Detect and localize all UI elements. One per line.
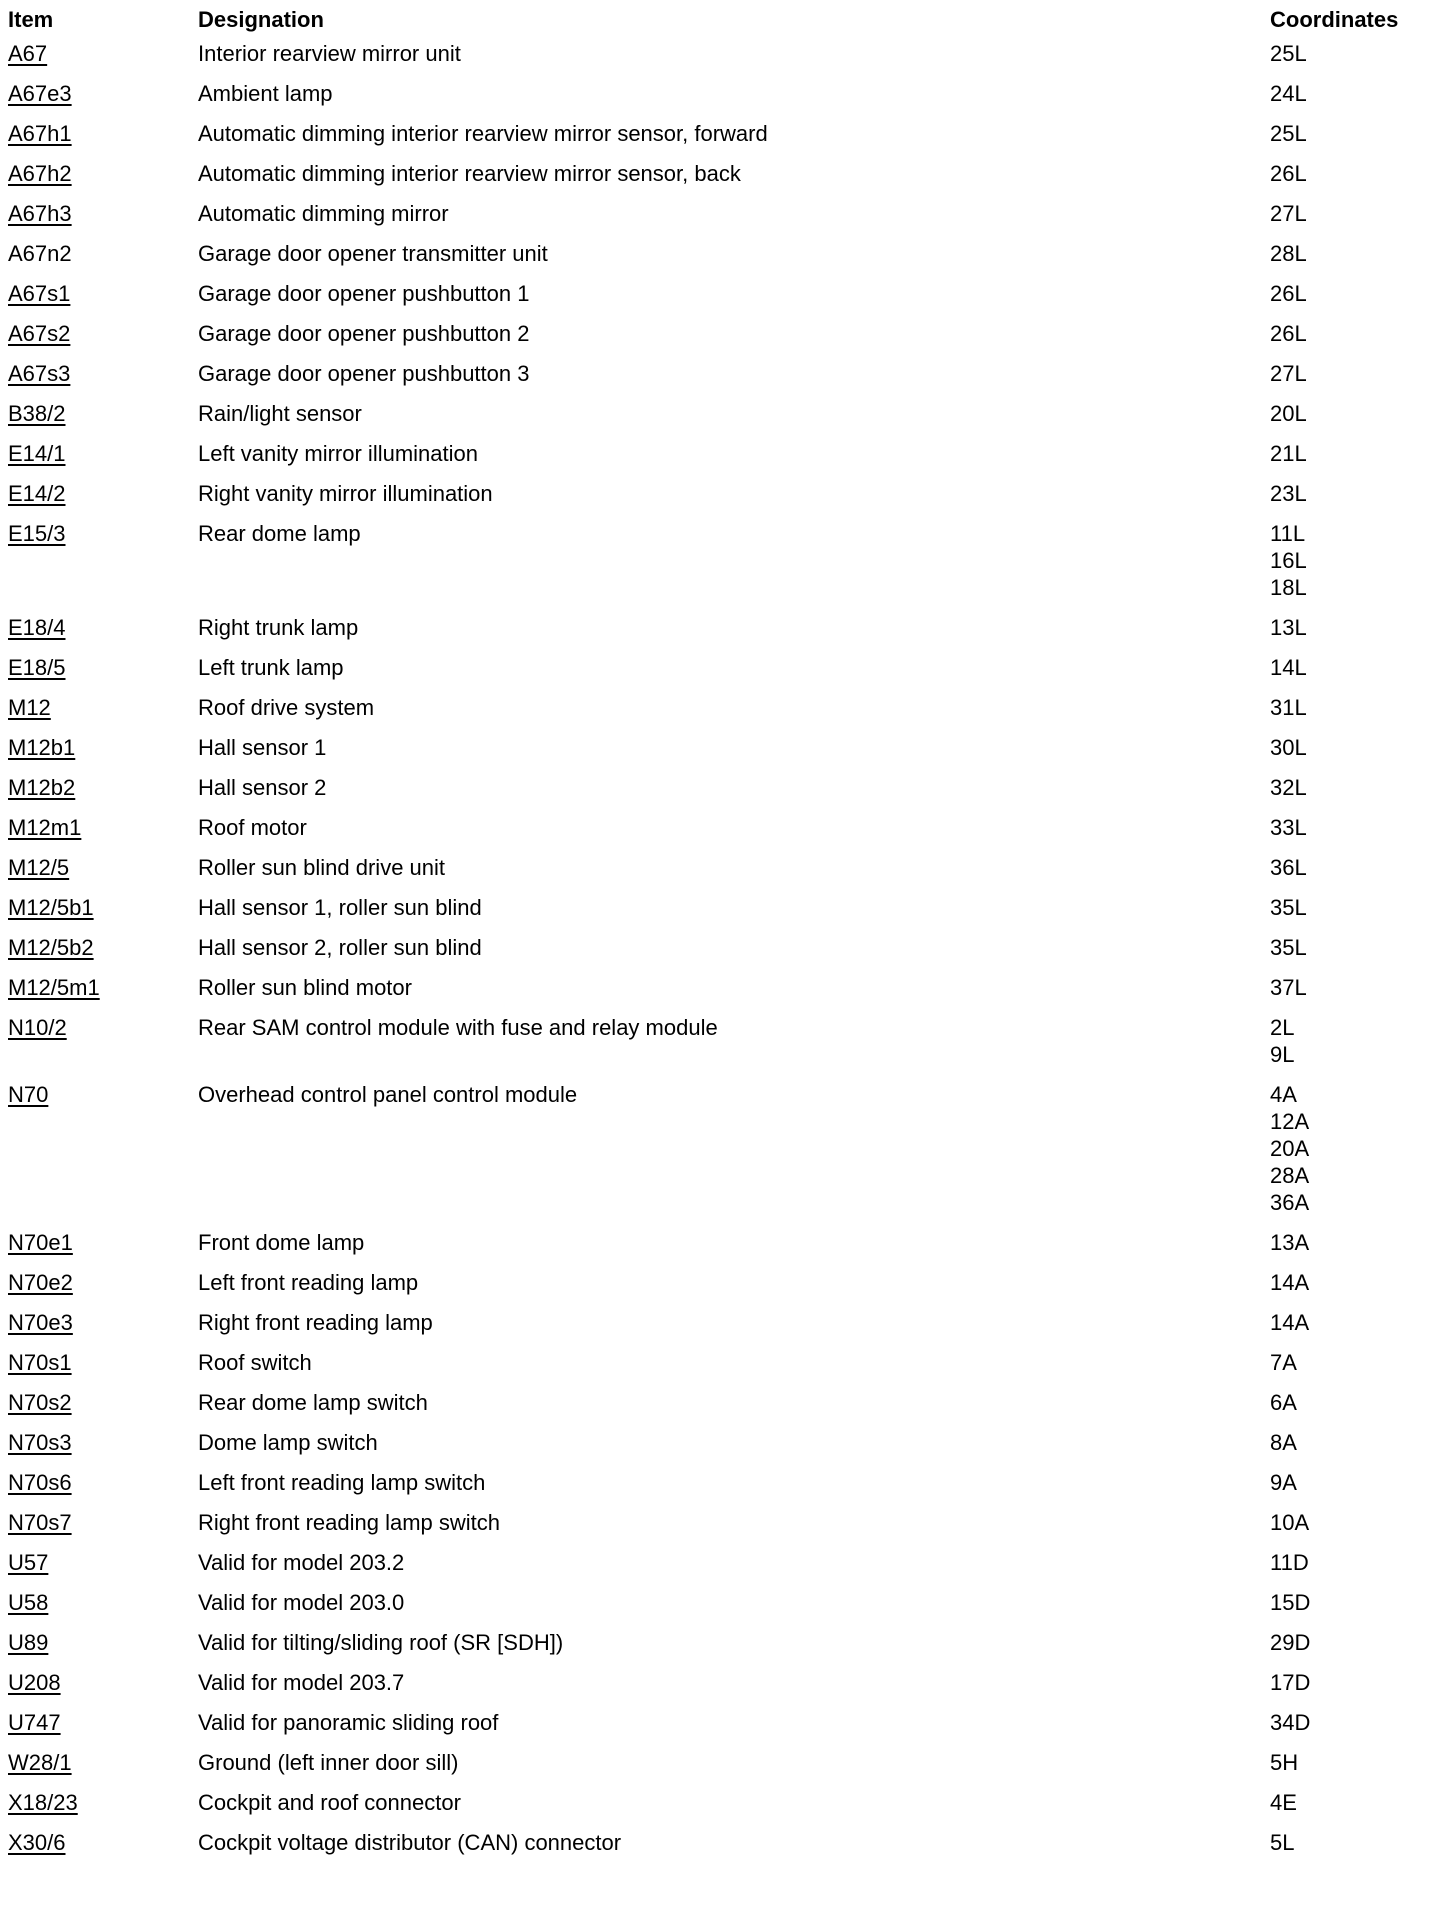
item-link[interactable]: U89: [8, 1630, 49, 1655]
coordinate-value: 26L: [1270, 161, 1307, 186]
coordinate-value: 28A: [1270, 1163, 1310, 1188]
coordinates-cell: [1270, 1743, 1440, 1783]
table-row: [0, 1008, 1440, 1075]
designation-cell: Rain/light sensor: [198, 401, 362, 426]
coordinates-cell: [1270, 768, 1440, 808]
designation-cell: Right front reading lamp: [198, 1310, 433, 1335]
coordinate-value: 36A: [1270, 1190, 1310, 1215]
item-cell: [0, 1463, 198, 1503]
table-row: [0, 354, 1440, 394]
header-row: [0, 0, 1440, 40]
table-row: [0, 728, 1440, 768]
coordinates-cell: [1270, 1503, 1440, 1543]
item-link[interactable]: M12b2: [8, 775, 76, 800]
designation-cell: Garage door opener pushbutton 2: [198, 321, 530, 346]
item-link[interactable]: N10/2: [8, 1015, 67, 1040]
table-row: [0, 1463, 1440, 1503]
item-cell: [0, 314, 198, 354]
item-link[interactable]: A67h3: [8, 201, 72, 226]
header-designation: Designation: [198, 7, 324, 32]
coordinates-cell: [1270, 74, 1440, 114]
coordinates-cell: [1270, 1008, 1440, 1075]
coordinate-value: 12A: [1270, 1109, 1310, 1134]
item-cell: [0, 1223, 198, 1263]
item-link[interactable]: M12: [8, 695, 51, 720]
coordinate-value: 7A: [1270, 1350, 1297, 1375]
designation-cell: Automatic dimming interior rearview mirror sensor, back: [198, 161, 741, 186]
table-row: [0, 1075, 1440, 1223]
coordinate-value: 18L: [1270, 575, 1307, 600]
designation-cell: Valid for model 203.2: [198, 1550, 405, 1575]
item-cell: [0, 1008, 198, 1075]
designation-cell: Roller sun blind drive unit: [198, 855, 446, 880]
item-cell: [0, 1623, 198, 1663]
item-cell: [0, 1303, 198, 1343]
item-link[interactable]: E18/4: [8, 615, 66, 640]
designation-cell: Garage door opener pushbutton 1: [198, 281, 530, 306]
table-row: [0, 1343, 1440, 1383]
item-cell: [0, 1703, 198, 1743]
coordinates-cell: [1270, 354, 1440, 394]
item-cell: [0, 648, 198, 688]
coordinate-value: 13L: [1270, 615, 1307, 640]
coordinate-value: 16L: [1270, 548, 1307, 573]
coordinates-cell: [1270, 234, 1440, 274]
designation-cell: Rear dome lamp: [198, 521, 361, 546]
coordinate-value: 15D: [1270, 1590, 1311, 1615]
coordinate-value: 5L: [1270, 1830, 1295, 1855]
coordinate-value: 20L: [1270, 401, 1307, 426]
table-row: [0, 1783, 1440, 1823]
table-row: [0, 768, 1440, 808]
designation-cell: Ground (left inner door sill): [198, 1750, 459, 1775]
designation-cell: Rear dome lamp switch: [198, 1390, 428, 1415]
item-cell: [0, 768, 198, 808]
coordinate-value: 24L: [1270, 81, 1307, 106]
item-cell: [0, 1583, 198, 1623]
coordinate-value: 27L: [1270, 361, 1307, 386]
item-cell: [0, 928, 198, 968]
coordinate-value: 6A: [1270, 1390, 1297, 1415]
table-row: [0, 608, 1440, 648]
coordinates-cell: [1270, 1463, 1440, 1503]
designation-cell: Roller sun blind motor: [198, 975, 412, 1000]
item-link[interactable]: M12/5: [8, 855, 70, 880]
table-row: [0, 1503, 1440, 1543]
coordinate-value: 14A: [1270, 1310, 1310, 1335]
coordinate-value: 9L: [1270, 1042, 1295, 1067]
coordinates-cell: [1270, 1543, 1440, 1583]
table-row: [0, 154, 1440, 194]
coordinate-value: 11D: [1270, 1550, 1309, 1575]
designation-cell: Hall sensor 2, roller sun blind: [198, 935, 482, 960]
designation-cell: Garage door opener pushbutton 3: [198, 361, 530, 386]
designation-cell: Roof motor: [198, 815, 307, 840]
coordinates-cell: [1270, 688, 1440, 728]
table-row: [0, 1423, 1440, 1463]
item-link[interactable]: W28/1: [8, 1750, 72, 1775]
item-cell: [0, 1503, 198, 1543]
coordinates-cell: [1270, 1303, 1440, 1343]
coordinate-value: 4A: [1270, 1082, 1297, 1107]
item-link[interactable]: A67h2: [8, 161, 72, 186]
table-row: [0, 194, 1440, 234]
designation-cell: Front dome lamp: [198, 1230, 365, 1255]
coordinates-cell: [1270, 1383, 1440, 1423]
table-row: [0, 1703, 1440, 1743]
item-cell: [0, 1263, 198, 1303]
item-link[interactable]: B38/2: [8, 401, 66, 426]
coordinate-value: 26L: [1270, 281, 1307, 306]
designation-cell: Valid for model 203.7: [198, 1670, 405, 1695]
item-link[interactable]: E14/1: [8, 441, 66, 466]
coordinate-value: 27L: [1270, 201, 1307, 226]
item-cell: [0, 274, 198, 314]
coordinates-cell: [1270, 1423, 1440, 1463]
coordinate-value: 13A: [1270, 1230, 1310, 1255]
item-link[interactable]: U57: [8, 1550, 49, 1575]
table-row: [0, 1823, 1440, 1863]
table-row: [0, 848, 1440, 888]
coordinates-cell: [1270, 728, 1440, 768]
item-link[interactable]: A67s3: [8, 361, 71, 386]
item-cell: [0, 1423, 198, 1463]
designation-cell: Right vanity mirror illumination: [198, 481, 493, 506]
designation-cell: Left vanity mirror illumination: [198, 441, 478, 466]
coordinates-cell: [1270, 808, 1440, 848]
table-row: [0, 1743, 1440, 1783]
coordinate-value: 17D: [1270, 1670, 1311, 1695]
coordinate-value: 10A: [1270, 1510, 1310, 1535]
item-link[interactable]: M12m1: [8, 815, 82, 840]
designation-cell: Left trunk lamp: [198, 655, 344, 680]
item-cell: [0, 968, 198, 1008]
designation-cell: Rear SAM control module with fuse and relay module: [198, 1015, 718, 1040]
coordinates-cell: [1270, 968, 1440, 1008]
coordinate-value: 8A: [1270, 1430, 1297, 1455]
item-link[interactable]: E15/3: [8, 521, 66, 546]
designation-cell: Right trunk lamp: [198, 615, 359, 640]
item-cell: [0, 1343, 198, 1383]
item-cell: [0, 1823, 198, 1863]
coordinate-value: 37L: [1270, 975, 1307, 1000]
designation-cell: Roof drive system: [198, 695, 375, 720]
table-row: [0, 274, 1440, 314]
table-row: [0, 514, 1440, 608]
item-link[interactable]: N70: [8, 1082, 49, 1107]
item-link[interactable]: A67h1: [8, 121, 72, 146]
item-link[interactable]: N70s6: [8, 1470, 72, 1495]
coordinates-cell: [1270, 154, 1440, 194]
item-cell: [0, 1743, 198, 1783]
designation-cell: Automatic dimming interior rearview mirror sensor, forward: [198, 121, 768, 146]
coordinates-cell: [1270, 1663, 1440, 1703]
item-link[interactable]: M12/5m1: [8, 975, 100, 1000]
coordinates-cell: [1270, 1263, 1440, 1303]
coordinates-cell: [1270, 1583, 1440, 1623]
coordinates-cell: [1270, 1223, 1440, 1263]
item-link[interactable]: A67s2: [8, 321, 71, 346]
coordinates-cell: [1270, 434, 1440, 474]
coordinates-cell: [1270, 194, 1440, 234]
designation-cell: Automatic dimming mirror: [198, 201, 449, 226]
table-row: [0, 434, 1440, 474]
designation-cell: Hall sensor 1: [198, 735, 327, 760]
item-cell: [0, 194, 198, 234]
item-link[interactable]: E14/2: [8, 481, 66, 506]
table-row: [0, 1383, 1440, 1423]
coordinate-value: 33L: [1270, 815, 1307, 840]
coordinates-cell: [1270, 848, 1440, 888]
table-row: [0, 1223, 1440, 1263]
coordinate-value: 2L: [1270, 1015, 1295, 1040]
coordinate-value: 32L: [1270, 775, 1307, 800]
coordinates-cell: [1270, 514, 1440, 608]
coordinates-cell: [1270, 1623, 1440, 1663]
coordinates-cell: [1270, 1343, 1440, 1383]
item-link[interactable]: N70e3: [8, 1310, 73, 1335]
coordinate-value: 36L: [1270, 855, 1307, 880]
table-row: [0, 928, 1440, 968]
coordinate-value: 25L: [1270, 121, 1307, 146]
item-cell: [0, 114, 198, 154]
item-link[interactable]: N70s1: [8, 1350, 72, 1375]
table-row: [0, 968, 1440, 1008]
item-cell: [0, 74, 198, 114]
item-link[interactable]: A67s1: [8, 281, 71, 306]
item-link[interactable]: A67: [8, 41, 48, 66]
coordinates-cell: [1270, 394, 1440, 434]
item-cell: [0, 1783, 198, 1823]
item-link[interactable]: M12/5b1: [8, 895, 94, 920]
item-cell: [0, 154, 198, 194]
item-cell: [0, 848, 198, 888]
table-row: [0, 394, 1440, 434]
item-cell: [0, 808, 198, 848]
table-row: [0, 1583, 1440, 1623]
designation-cell: Hall sensor 1, roller sun blind: [198, 895, 482, 920]
table-row: [0, 808, 1440, 848]
coordinates-cell: [1270, 928, 1440, 968]
coordinate-value: 30L: [1270, 735, 1307, 760]
coordinates-cell: [1270, 474, 1440, 514]
designation-cell: Left front reading lamp switch: [198, 1470, 486, 1495]
designation-cell: Valid for panoramic sliding roof: [198, 1710, 499, 1735]
item-link[interactable]: N70e2: [8, 1270, 73, 1295]
table-row: [0, 1663, 1440, 1703]
coordinate-value: 21L: [1270, 441, 1307, 466]
coordinate-value: 28L: [1270, 241, 1307, 266]
coordinate-value: 11L: [1270, 521, 1306, 546]
item-cell: [0, 434, 198, 474]
item-cell: [0, 40, 198, 74]
item-link[interactable]: A67e3: [8, 81, 72, 106]
table-row: [0, 648, 1440, 688]
coordinates-cell: [1270, 648, 1440, 688]
designation-cell: Garage door opener transmitter unit: [198, 241, 548, 266]
table-row: [0, 74, 1440, 114]
item-cell: [0, 474, 198, 514]
item-link[interactable]: M12/5b2: [8, 935, 94, 960]
table-row: [0, 1543, 1440, 1583]
coordinates-cell: [1270, 274, 1440, 314]
designation-cell: Cockpit and roof connector: [198, 1790, 461, 1815]
item-link[interactable]: X18/23: [8, 1790, 78, 1815]
item-cell: [0, 354, 198, 394]
item-cell: [0, 1663, 198, 1703]
coordinate-value: 34D: [1270, 1710, 1311, 1735]
item-cell: [0, 1383, 198, 1423]
table-row: [0, 234, 1440, 274]
item-cell: [0, 1543, 198, 1583]
table-row: [0, 1263, 1440, 1303]
header-item: Item: [8, 7, 54, 32]
designation-cell: Right front reading lamp switch: [198, 1510, 501, 1535]
legend-header: [0, 0, 1440, 40]
designation-cell: Ambient lamp: [198, 81, 333, 106]
coordinates-cell: [1270, 888, 1440, 928]
item-label: A67n2: [8, 241, 72, 266]
coordinates-cell: [1270, 1823, 1440, 1863]
item-link[interactable]: U208: [8, 1670, 61, 1695]
designation-cell: Roof switch: [198, 1350, 312, 1375]
table-row: [0, 888, 1440, 928]
item-cell: [0, 608, 198, 648]
header-coordinates: Coordinates: [1270, 7, 1399, 32]
item-link[interactable]: M12b1: [8, 735, 76, 760]
item-link[interactable]: E18/5: [8, 655, 66, 680]
coordinates-cell: [1270, 1703, 1440, 1743]
coordinate-value: 20A: [1270, 1136, 1310, 1161]
coordinate-value: 23L: [1270, 481, 1307, 506]
coordinates-cell: [1270, 40, 1440, 74]
item-link[interactable]: N70s3: [8, 1430, 72, 1455]
item-link[interactable]: N70s2: [8, 1390, 72, 1415]
coordinate-value: 14L: [1270, 655, 1307, 680]
item-cell: [0, 394, 198, 434]
item-cell: [0, 1075, 198, 1223]
item-cell: [0, 234, 198, 274]
designation-cell: Valid for tilting/sliding roof (SR [SDH]): [198, 1630, 564, 1655]
item-link[interactable]: X30/6: [8, 1830, 66, 1855]
coordinate-value: 35L: [1270, 935, 1307, 960]
table-row: [0, 1623, 1440, 1663]
designation-cell: Dome lamp switch: [198, 1430, 378, 1455]
coordinates-cell: [1270, 114, 1440, 154]
coordinates-cell: [1270, 1075, 1440, 1223]
table-row: [0, 114, 1440, 154]
coordinates-cell: [1270, 608, 1440, 648]
coordinate-value: 14A: [1270, 1270, 1310, 1295]
item-cell: [0, 728, 198, 768]
coordinate-value: 5H: [1270, 1750, 1299, 1775]
coordinate-value: 25L: [1270, 41, 1307, 66]
table-row: [0, 314, 1440, 354]
item-cell: [0, 688, 198, 728]
item-cell: [0, 888, 198, 928]
designation-cell: Cockpit voltage distributor (CAN) connector: [198, 1830, 622, 1855]
table-row: [0, 1303, 1440, 1343]
designation-cell: Interior rearview mirror unit: [198, 41, 461, 66]
designation-cell: Left front reading lamp: [198, 1270, 419, 1295]
coordinates-cell: [1270, 1783, 1440, 1823]
coordinate-value: 26L: [1270, 321, 1307, 346]
table-row: [0, 474, 1440, 514]
item-link[interactable]: N70e1: [8, 1230, 73, 1255]
item-link[interactable]: U58: [8, 1590, 49, 1615]
item-link[interactable]: U747: [8, 1710, 61, 1735]
designation-cell: Hall sensor 2: [198, 775, 327, 800]
item-cell: [0, 514, 198, 608]
coordinate-value: 29D: [1270, 1630, 1311, 1655]
coordinate-value: 35L: [1270, 895, 1307, 920]
designation-cell: Valid for model 203.0: [198, 1590, 405, 1615]
table-row: [0, 40, 1440, 74]
coordinates-cell: [1270, 314, 1440, 354]
coordinate-value: 9A: [1270, 1470, 1297, 1495]
table-row: [0, 688, 1440, 728]
legend-body: [0, 40, 1440, 1863]
coordinate-value: 31L: [1270, 695, 1307, 720]
designation-cell: Overhead control panel control module: [198, 1082, 578, 1107]
item-link[interactable]: N70s7: [8, 1510, 72, 1535]
coordinate-value: 4E: [1270, 1790, 1297, 1815]
